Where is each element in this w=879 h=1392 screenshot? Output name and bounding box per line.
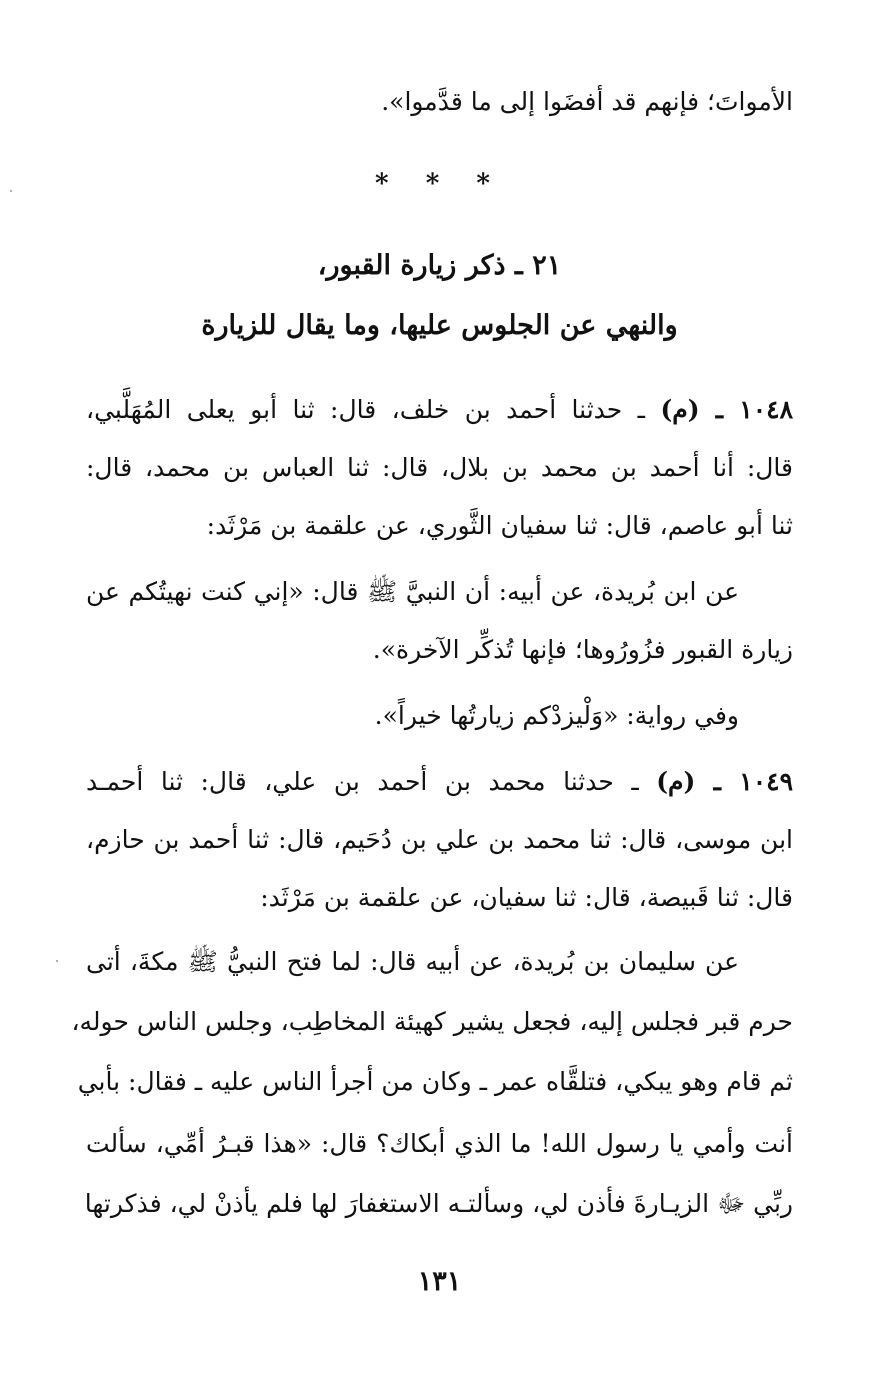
hadith-1048-matn-line-2: زيارة القبور فزُورُوها؛ فإنها تُذكِّر الآخرة». <box>372 635 793 664</box>
hadith-1049-matn-line-4: أنت وأمي يا رسول الله! ما الذي أبكاك؟ قال: «هذا قبـرُ أمِّي، سألت <box>86 1129 793 1158</box>
hadith-1048-matn-line-1: عن ابن بُريدة، عن أبيه: أن النبيَّ ﷺ قال: «إني كنت نهيتُكم عن <box>86 577 739 606</box>
chapter-title-line-1: ٢١ ـ ذكر زيارة القبور، <box>317 250 562 281</box>
hadith-1048-isnad-line-3: ثنا أبو عاصم، قال: ثنا سفيان الثَّوري، عن علقمة بن مَرْثَد: <box>206 511 793 540</box>
scan-speck <box>56 960 58 962</box>
hadith-1049-matn-line-5: ربِّي ﷻ الزيـارةَ فأذن لي، وسألتـه الاستغفارَ لها فلم يأذنْ لي، فذكرتها <box>84 1189 793 1218</box>
hadith-1049-matn-line-2: حرم قبر فجلس إليه، فجعل يشير كهيئة المخاطِب، وجلس الناس حوله، <box>71 1007 793 1036</box>
hadith-number-1049: ١٠٤٩ ـ (م) <box>656 767 794 796</box>
hadith-1049-isnad-text: ـ حدثنا محمد بن أحمد بن علي، قال: ثنا أحمـد <box>86 767 657 796</box>
hadith-1048-riwaya: وفي رواية: «وَلْيزدْكم زيارتُها خيراً». <box>374 701 739 730</box>
chapter-title-line-2: والنهي عن الجلوس عليها، وما يقال للزيارة <box>201 310 678 341</box>
hadith-1048-isnad-text: ـ حدثنا أحمد بن خلف، قال: ثنا أبو يعلى المُهَلَّبي، <box>86 395 661 424</box>
hadith-1049-isnad-line-3: قال: ثنا قَبيصة، قال: ثنا سفيان، عن علقمة بن مَرْثَد: <box>260 883 793 912</box>
page-number: ١٣١ <box>417 1266 462 1297</box>
hadith-1049-isnad-line-2: ابن موسى، قال: ثنا محمد بن علي بن دُحَيم، قال: ثنا أحمد بن حازم، <box>86 825 793 854</box>
hadith-number-1048: ١٠٤٨ ـ (م) <box>660 395 794 424</box>
hadith-1048-isnad-line-1 <box>86 390 793 430</box>
intro-line: الأمواتَ؛ فإنهم قد أفضَوا إلى ما قدَّموا». <box>381 87 793 116</box>
hadith-1049-matn-line-3: ثم قام وهو يبكي، فتلقَّاه عمر ـ وكان من أجرأ الناس عليه ـ فقال: بأبي <box>77 1067 793 1096</box>
hadith-1049-matn-line-1: عن سليمان بن بُريدة، عن أبيه قال: لما فتح النبيُّ ﷺ مكةَ، أتى <box>86 947 739 976</box>
hadith-1048-isnad-line-2: قال: أنا أحمد بن محمد بن بلال، قال: ثنا العباس بن محمد، قال: <box>86 453 793 482</box>
section-separator: * * * <box>375 169 504 199</box>
scan-speck <box>10 190 12 192</box>
hadith-1049-isnad-line-1 <box>86 762 793 802</box>
